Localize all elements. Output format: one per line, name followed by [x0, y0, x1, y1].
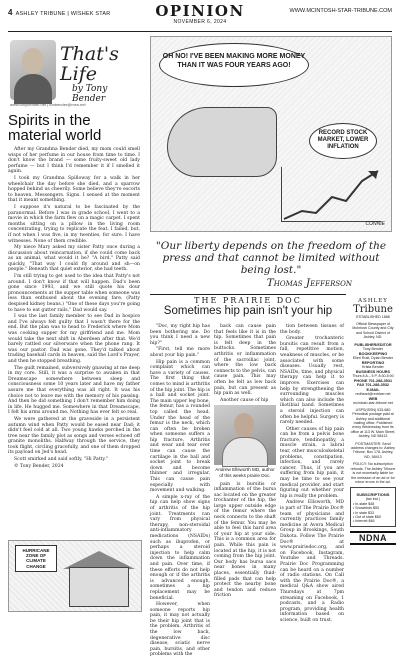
subscription-rate: • Out of state $60	[353, 514, 381, 519]
article-paragraph: Hip pain is a common complaint which can have a variety of causes. The first thing that comes to mind is arthritis of the hip joint. The hip is a ball and socket joint. The main upper leg bone, the femur, has a rounded top called the head. Under the head of the femur is the neck, which can often be broken when someone suffers a hip fracture. Arthritis and wear and tear over time can cause the cartilage in the ball and socket joint to break down and become thinner and irregular. This can cause pain especially with movement and walking.	[150, 359, 210, 494]
column-logo	[8, 36, 140, 111]
column-paragraph: I'm still trying to get used to the idea that Patty's not around. I don't know if that will happen. Dad's been gone since 1993, and we still quote his dour pronouncements at the supper table when someone was less than enthused about the evening fare. (Patty despised kidney beans.) "One of these days you're going to have to eat gutter rails," Dad would say.	[8, 274, 140, 313]
hours-value: Thurs 8 A – 5 P, 8:30-5:00	[352, 374, 394, 379]
article-paragraph: A simple x-ray of the hip can help show signs of arthritis of the hip joint. Treatments can vary from physical therapy, non-steroidal anti-inflammatory medications (NSAIDs) such as ibuprofen, or perhaps a steroid injection to help calm down the inflammation and pain. Over time, if these efforts do not help enough or if the arthritis is advanced enough, sometimes a hip replacement may be beneficial.	[150, 494, 210, 601]
cartoon-speech-bubble: OH NO! I'VE BEEN MAKING MORE MONEY THAN IT WAS FOUR YEARS AGO!	[159, 43, 309, 87]
hours-label: BUSINESS HOURS	[355, 369, 391, 374]
fax-number: FAX 701-288-3532	[356, 383, 390, 388]
paper-name: ASHLEY TRIBUNE | WISHEK STAR	[15, 11, 111, 17]
web-link[interactable]: mcintosh-star-tribune.net	[353, 401, 393, 406]
article-paragraph: "First, tell me more about your hip pain."	[150, 347, 210, 358]
masthead-official: Official Newspaper of McIntosh County and City and School District of Ashley, ND.	[352, 322, 394, 340]
column-body	[8, 147, 140, 469]
prairie-doc-section-name: THE PRAIRIE DOC	[194, 296, 302, 305]
column-headline: Spirits in the material world	[8, 112, 102, 144]
website-link[interactable]: WWW.MCINTOSH-STAR-TRIBUNE.COM	[289, 8, 392, 14]
rising-arrow-icon	[282, 167, 382, 222]
reporting-label: REPORTING	[361, 360, 385, 365]
prairie-doc-col-3	[280, 324, 344, 624]
editorial-cartoon	[150, 36, 392, 232]
masthead-established: ESTABLISHED 1888	[356, 315, 390, 319]
stock-chart-drawing	[281, 167, 381, 222]
columnist-photo	[10, 40, 56, 100]
quote-author: Thomas Jefferson	[266, 277, 352, 289]
prairie-doc-col-2	[214, 324, 276, 600]
column-copyright: © Tony Bender, 2024	[14, 463, 64, 469]
prairie-doc-headline: Sometimes hip pain isn't your hip	[163, 305, 333, 317]
column-paragraph: After my Grandma Bender died, my mom could smell wisps of her perfume in our house from time to time. I don't know the brand — some fruity-sweet old lady perfume — but I think I'd remember it if I smelled it again.	[8, 147, 140, 175]
subscription-rate: • In-state $48	[353, 501, 375, 506]
ndna-logo: NDNA	[350, 531, 396, 545]
subscription-rate: • Internet $46	[353, 519, 375, 524]
subscriptions-label: SUBSCRIPTIONS	[356, 492, 390, 498]
subscriptions-box	[350, 487, 396, 526]
house-drawing	[69, 567, 129, 607]
cartoonist-signature: CONNIE	[365, 221, 385, 227]
email-label: E-MAIL	[366, 387, 380, 392]
web-label: WEB	[368, 396, 378, 401]
cartoon-figure	[167, 107, 277, 177]
thats-life-column	[8, 36, 140, 470]
page-number: 4	[8, 8, 13, 17]
phone-number: PHONE 701-288-3531	[353, 378, 393, 383]
pull-quote	[150, 240, 392, 289]
masthead-column	[350, 298, 396, 545]
periodical-note: Periodical postage paid at Ashley and additional mailing office. Published every Wednesday from its office at 113 W. Main Street, Ashley, ND 58413	[350, 412, 396, 439]
reporting-name: Krista Bender	[362, 365, 384, 370]
postmaster-note: POSTMASTER: Send address changes to: Ashley Tribune, Box 178, Ashley, ND, 58413	[351, 441, 395, 459]
prairie-doc-rule	[150, 294, 346, 295]
article-paragraph: back can cause pain that feels like it is in the hip. Sometimes that pain is felt deep in the buttocks. Sometimes arthritis or inflammation of the sacroiliac joint, where the low back connects to the pelvis, can cause pain. This may often be felt as low back pain, but can present as hip pain as well.	[214, 324, 277, 397]
author-bio: Andrew Ellsworth, MD is part of The Prairie Doc® team of physicians and currently practices family medicine at Avera Medical Group in Brookings, South Dakota. Follow The Prairie Doc® at www.prairiedoc.org, and on Facebook, Instagram, Youtube and Threads. Prairie Doc Programming can be heard on a number of radio stations. On Call with the Prairie Doc®, a medical Q&A show aired Thursdays at 7pm streaming on Facebook, 1 podcasts, and a Radio program, providing health information based on science, built on trust.	[280, 500, 344, 623]
prairie-doc-col-1	[150, 324, 210, 659]
article-paragraph: "Doc, my right hip has been bothering me. Do you think I need a new hip?"	[150, 324, 210, 346]
author-photo	[214, 405, 276, 465]
page-header	[8, 4, 392, 30]
photo-caption: Andrew Ellsworth MD, author of this weeks prairie Doc.	[215, 467, 275, 478]
small-cartoon	[8, 540, 142, 612]
subscription-rate: • In state $33	[353, 510, 375, 515]
article-paragraph: However, when someone reports hip pain, it may not actually be their hip joint that is the problem. Arthritis of the low back, degenerative disc disease, sciatic nerve pain, bursitis, and other problems with the	[150, 602, 210, 658]
masthead-name-top: ASHLEY	[358, 298, 388, 304]
article-paragraph: Another cause of hip	[220, 397, 269, 403]
subscription-rate: • Snowbirds $50	[353, 506, 380, 511]
article-paragraph: pain is bursitis or inflammation of the bursa sac located on the greater trochanter of the hip, the large upper outside edge of the femur where the neck connects to the shaft of the femur. You may be able to feel this hard area of your hip at your side. This is a common area for pain. While this pain is located at the hip, it is not coming from the hip joint. Our body has bursa sacs near bones in many places, essentially fluid-filled pads that can help protect the nearby bone and tendon and reduce friction	[214, 481, 276, 599]
column-paragraph: I was the last family member to see Dad in hospice and I've always felt guilty that I wasn't there for the end. But the plan was to head to Frederick where Mom was cooking supper for my girlfriend and me. Mom would take the next shift in Aberdeen after that. We'd barely rattled our silverware when the phone rang. It was our pastor. Dad was gone. They'd talked about trading baseball cards in heaven, said the Lord's Prayer, and then he stopped breathing.	[8, 314, 140, 364]
publisher-name: Tony Bender	[362, 347, 384, 352]
column-paragraph: The guilt remained, subversively gnawing at me deep in my core. Still, it was a surprise to awaken in that Dreamscape somewhere between sleep and consciousness some 10 years later and have my father assure me that everything was all right. It was his choice not to leave me with the memory of his passing. And then he did something I don't remember him doing in life. He hugged me. Somewhere in that Dreamscape, I felt his arms around me. Nothing has ever felt so real.	[8, 365, 140, 416]
article-paragraph: tion between tissues of the body.	[280, 324, 344, 335]
bookkeeping-label: BOOKKEEPING	[358, 351, 388, 356]
section-title: OPINION	[155, 2, 245, 20]
issue-date: NOVEMBER 6, 2024	[173, 19, 227, 25]
small-cartoon-sign: HURRICANE ZONE OF CLIMATE CHANGE	[15, 545, 57, 572]
column-paragraph: We were gathered at the graveside in a persistent autumn wind when Patty would be eased near Dad; it didn't feel cold at all. Two young hawks perched in the tree near the family plot as songs and verses echoed off granite monoliths. Halfway through the service, they took flight, circling gracefully, and one of them dropped its payload on Jed's head.	[8, 416, 140, 456]
cartoon-sign: RECORD STOCK MARKET, LOWER INFLATION	[309, 123, 377, 159]
bookkeeping-names: Ellen Rust, Dylan Bender	[352, 356, 394, 361]
publisher-label: PUBLISHER/EDITOR	[354, 342, 392, 347]
column-contact: www.tonybender.net | tonbender@msn.net	[10, 102, 86, 107]
header-rule	[8, 31, 392, 32]
article-paragraph: Greater trochanteric bursitis can result from a fall, repetitive motion, weakness of muscles, or be associated with some diseases. Usually rest, NSAIDs, time, and physical therapy can help it to improve. Exercises can help by strengthening the surrounding muscles which can also include the iliotibial band. Sometimes a steroid injection can often be helpful. Surgery is rarely needed.	[280, 336, 344, 426]
column-paragraph: Scott smirked and said softly, "Hi Patty."	[14, 457, 108, 463]
prairie-doc-header	[150, 296, 346, 317]
article-paragraph: Other causes of hip pain can be from a pelvis bone fracture, tendinopathy, a muscle strain, a labral tear, other musculoskeletal problems, constipation, infection, and rarely cancer. Thus, if you are suffering from hip pain, it may be time to see your medical provider, and start figuring out whether your hip is really the problem.	[280, 426, 344, 499]
column-paragraph: My niece Mary asked my sister Patty once during a discussion about reincarnation, if she could come back as an animal, what would it be? "A bird," Patty said quickly, "That way I could fly around and sh—on people." Beneath that quiet exterior, she had teeth.	[8, 245, 140, 273]
quote-text: "Our liberty depends on the freedom of the press and that cannot be limited without being lost."	[155, 240, 387, 276]
usps-number: USPS(ISSN) 033-680	[355, 407, 391, 412]
column-byline: by Tony Bender	[72, 84, 108, 104]
email-link[interactable]: redheart@redriver.net	[355, 392, 391, 397]
column-paragraph: I suppose it's natural to be fascinated by the paranormal. Before I was in grade school, I went to a movie in which the farm flew on a magic carpet. I spent months sitting on a pillow in the living room concentrating, trying to replicate the feat. I failed, but, if not when I was five, in my twenties, for sure. I have witnesses. None of them credible.	[8, 204, 140, 244]
masthead-name: Tribune	[353, 304, 393, 315]
policy-note: POLICY: No subscription refunds. The Ashley Tribune is not monetarily liable for the omission of an ad or for minor errors in the ad.	[350, 462, 396, 484]
subscriptions-sub: (tax incl.)	[365, 497, 381, 502]
column-series-title: That's Life	[60, 43, 119, 85]
column-paragraph: I took my Grandma Spilloway for a walk in her wheelchair the day before she died, and a sparrow hopped behind us cheerily. Some believe they're escorts to heaven. Messengers. Signs. I sensed at the moment that it meant something.	[8, 175, 140, 204]
